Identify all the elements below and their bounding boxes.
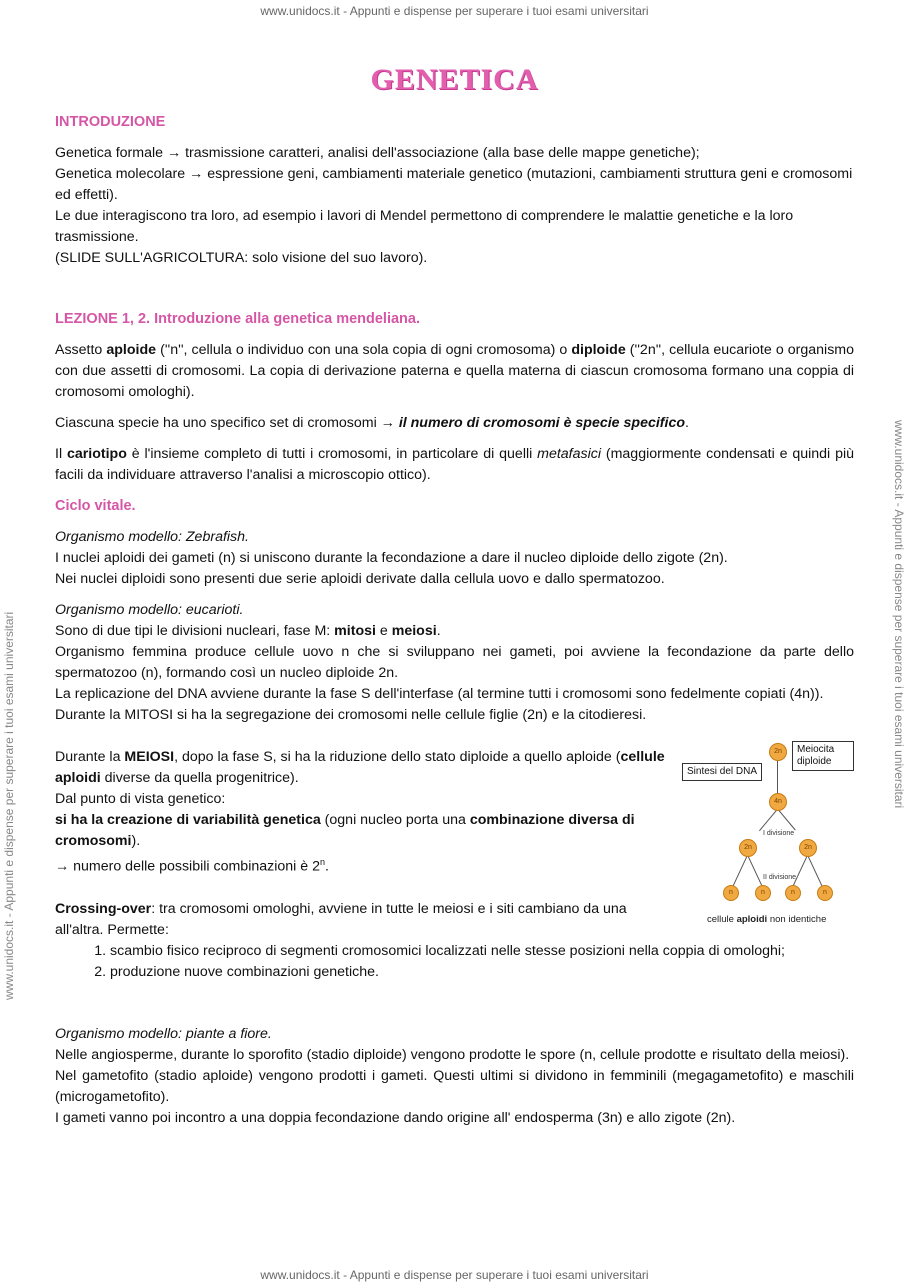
watermark-top: www.unidocs.it - Appunti e dispense per superare i tuoi esami universitari [260, 4, 649, 18]
eukaryote-line: La replicazione del DNA avviene durante la fase S dell'interfase (al termine tutti i cromosomi sono fedelmente copiati (4n)). [55, 686, 824, 702]
dna-synthesis-box: Sintesi del DNA [682, 763, 762, 781]
lesson-paragraph-haploid: Assetto aploide (''n'', cellula o individuo con una sola copia di ogni cromosoma) o diploide (''2n'', cellula eucariote o organismo con due assetti di cromosomi. La copia di derivazione paterna e quella materna di ciascun cromosoma formano una coppia di cromosomi omologhi). [55, 342, 855, 400]
crossing-over-line: Crossing-over: tra cromosomi omologhi, avviene in tutte le meiosi e i siti cambiano da una all'altra. Permette: [55, 900, 627, 938]
intro-line: Genetica formale → trasmissione caratteri, analisi dell'associazione (alla base delle mappe genetiche); [55, 145, 700, 161]
second-division-label: II divisione [763, 874, 797, 881]
document-body [55, 60, 854, 1129]
plants-label: Organismo modello: piante a fiore. [55, 1025, 272, 1042]
zebrafish-label: Organismo modello: Zebrafish. [55, 529, 249, 545]
cell-replicated: 4n [769, 793, 787, 811]
first-division-label: I divisione [763, 830, 795, 837]
meiosis-line: si ha la creazione di variabilità genetica (ogni nucleo porta una combinazione diversa di cromosomi). [55, 812, 635, 849]
diagram-caption: cellule aploidi non identiche [707, 914, 827, 925]
lesson-paragraph-karyotype: Il cariotipo è l'insieme completo di tutti i cromosomi, in particolare di quelli metafasici (maggiormente condensati e quindi più facili da individuare attraverso l'analisi a microscopio ottico). [55, 446, 854, 483]
list-item: 2. produzione nuove combinazioni genetiche. [110, 962, 854, 983]
cell-division-1: 2n [739, 839, 757, 857]
watermark-side-left: www.unidocs.it - Appunti e dispense per superare i tuoi esami universitari [2, 611, 16, 1000]
plants-line: I gameti vanno poi incontro a una doppia fecondazione dando origine all' endosperma (3n) e allo zigote (2n). [55, 1109, 736, 1126]
lesson-heading: LEZIONE 1, 2. Introduzione alla genetica mendeliana. [55, 311, 420, 327]
crossing-over-list [55, 941, 854, 983]
cell-haploid: n [723, 885, 739, 901]
intro-line: Genetica molecolare → espressione geni, cambiamenti materiale genetico (mutazioni, cambiamenti struttura geni e cromosomi ed effetti). [55, 166, 853, 203]
intro-heading: INTRODUZIONE [55, 114, 166, 130]
meiosis-diagram [677, 739, 857, 925]
plants-line: Nelle angiosperme, durante lo sporofito (stadio diploide) vengono prodotte le spore (n, cellule prodotte e risultato della meiosi). [55, 1046, 850, 1063]
document-title: GENETICA [370, 63, 539, 96]
plants-line: Nel gametofito (stadio aploide) vengono prodotti i gameti. Questi ultimi si dividono in femminili (megagametofito) e maschili (microgametofito). [55, 1067, 854, 1105]
watermark-side-right: www.unidocs.it - Appunti e dispense per superare i tuoi esami universitari [892, 420, 906, 809]
meiosis-section [55, 744, 854, 941]
cell-division-1: 2n [799, 839, 817, 857]
meiosis-line: → numero delle possibili combinazioni è 2$^n$. [55, 857, 329, 875]
intro-line: Le due interagiscono tra loro, ad esempio i lavori di Mendel permettono di comprendere le malattie genetiche e la loro trasmissione. [55, 208, 794, 245]
meiocyte-box: Meiocita diploide [792, 741, 854, 771]
eukaryote-line: Organismo femmina produce cellule uovo n che si sviluppano nei gameti, poi avviene la fecondazione da parte dello spermatozoo (n), formando così un nucleo diploide 2n. [55, 644, 854, 681]
eukaryote-label: Organismo modello: eucarioti. [55, 602, 244, 618]
meiosis-line: Durante la MEIOSI, dopo la fase S, si ha la riduzione dello stato diploide a quello aploide (cellule aploidi diverse da quella progenitrice). [55, 749, 665, 786]
eukaryote-line: Durante la MITOSI si ha la segregazione dei cromosomi nelle cellule figlie (2n) e la citodieresi. [55, 707, 647, 723]
list-item: 1. scambio fisico reciproco di segmenti cromosomici localizzati nelle stesse posizioni nella coppia di omologhi; [110, 941, 854, 962]
cycle-heading: Ciclo vitale. [55, 498, 136, 514]
intro-line: (SLIDE SULL'AGRICOLTURA: solo visione del suo lavoro). [55, 250, 428, 266]
eukaryote-line: Sono di due tipi le divisioni nucleari, fase M: mitosi e meiosi. [55, 623, 441, 639]
zebrafish-line: I nuclei aploidi dei gameti (n) si uniscono durante la fecondazione a dare il nucleo diploide dello zigote (2n). [55, 550, 728, 566]
cell-haploid: n [785, 885, 801, 901]
zebrafish-line: Nei nuclei diploidi sono presenti due serie aploidi derivate dalla cellula uovo e dallo spermatozoo. [55, 571, 665, 587]
cell-haploid: n [755, 885, 771, 901]
meiosis-line: Dal punto di vista genetico: [55, 791, 226, 807]
cell-diploid: 2n [769, 743, 787, 761]
watermark-bottom: www.unidocs.it - Appunti e dispense per superare i tuoi esami universitari [260, 1268, 649, 1282]
cell-haploid: n [817, 885, 833, 901]
lesson-paragraph-species: Ciascuna specie ha uno specifico set di cromosomi → il numero di cromosomi è specie specifico. [55, 415, 689, 431]
